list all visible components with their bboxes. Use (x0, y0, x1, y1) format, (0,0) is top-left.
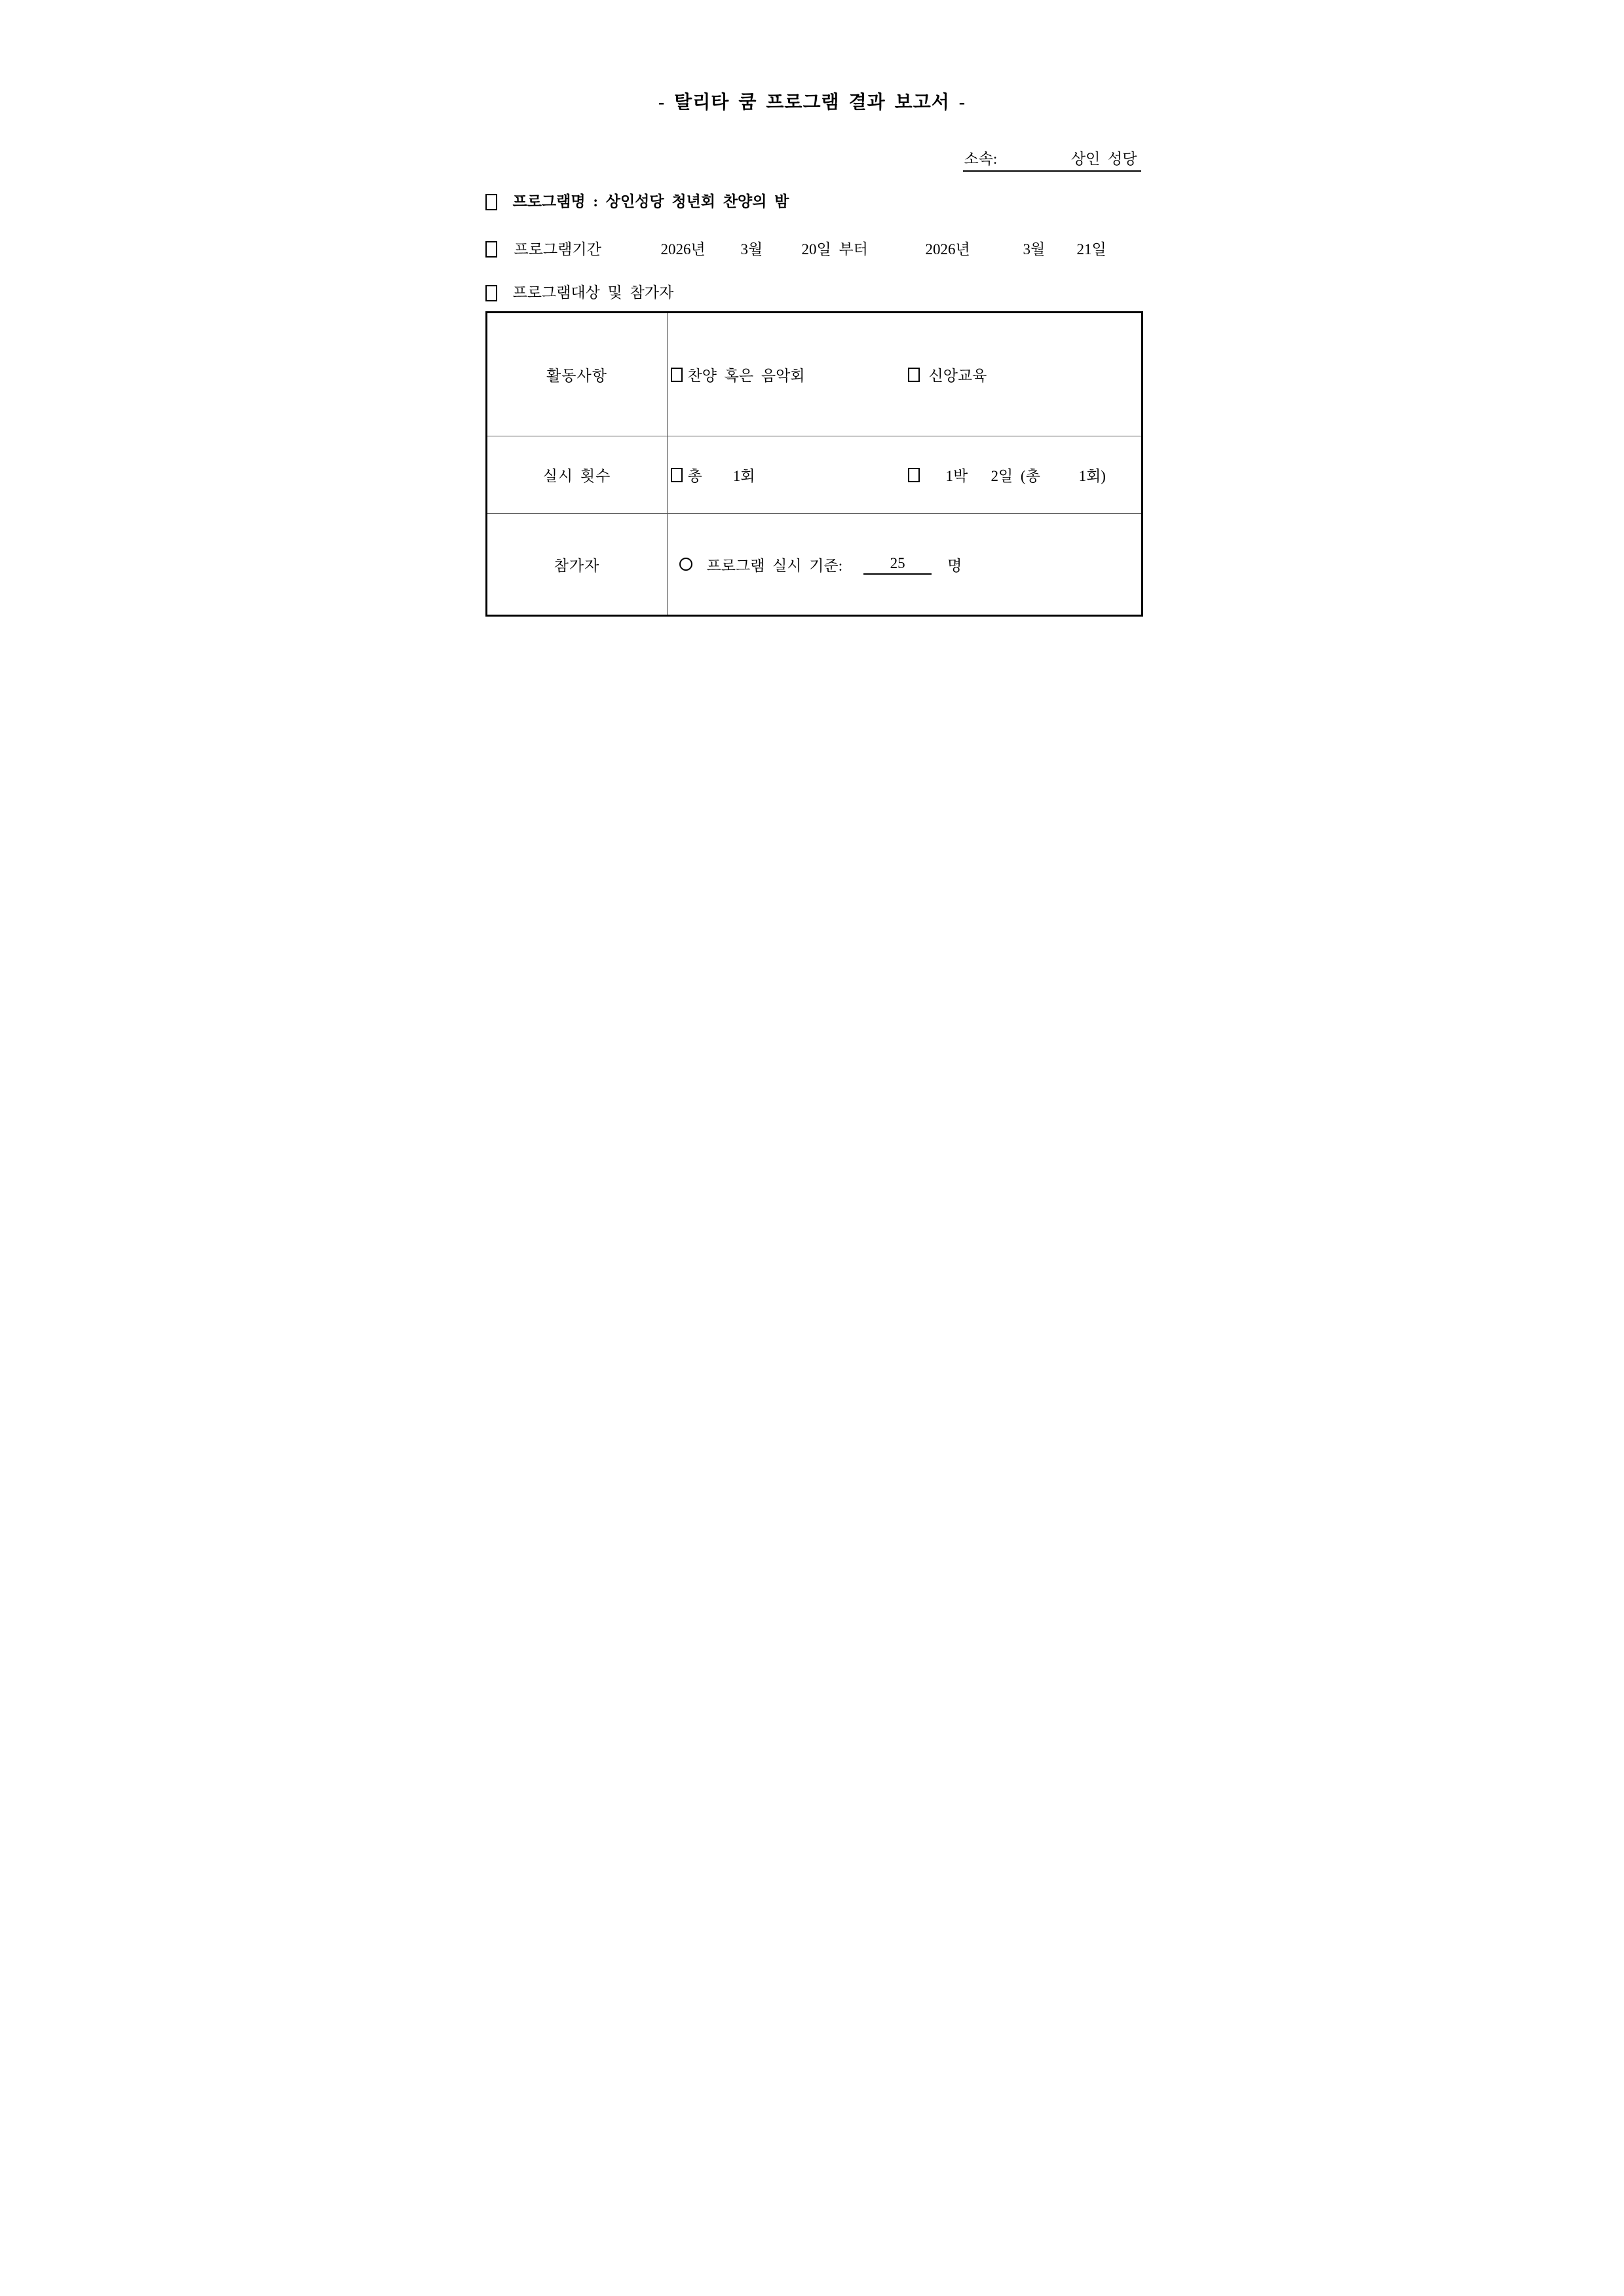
period-end-year: 2026년 (925, 241, 970, 258)
option-faith-education (908, 364, 987, 385)
period-start-month: 3월 (740, 241, 763, 258)
affiliation-value: 상인 성당 (1070, 151, 1137, 167)
participant-count-field (863, 554, 932, 575)
program-period-label: 프로그램기간 (514, 241, 601, 258)
program-period-line (406, 239, 1218, 260)
checkbox-icon (908, 368, 920, 382)
checkbox-icon (485, 285, 497, 301)
affiliation-label: 소속: (964, 151, 998, 167)
document-page (406, 0, 1218, 1148)
option-label: 신앙교육 (928, 368, 987, 384)
option-praise-or-concert (671, 364, 908, 385)
period-start-day: 20일 부터 (801, 241, 868, 258)
checkbox-icon (908, 468, 920, 482)
row-header-activities: 활동사항 (487, 313, 668, 436)
checkbox-icon (671, 468, 683, 482)
participant-count-value: 25 (890, 555, 905, 571)
option-label: 총 1회 (687, 468, 755, 484)
period-start-year: 2026년 (660, 241, 706, 258)
period-end-day: 21일 (1076, 241, 1106, 258)
section-heading-line (485, 283, 674, 303)
option-total-sessions (671, 464, 908, 486)
program-name-line (485, 192, 789, 212)
option-overnight-sessions (908, 464, 1106, 486)
participants-cell (668, 514, 1141, 615)
section-heading-text: 프로그램대상 및 참가자 (512, 284, 674, 301)
activities-cell (668, 313, 1141, 436)
program-name-text: 프로그램명 : 상인성당 청년회 찬양의 밤 (512, 193, 789, 210)
row-header-sessions: 실시 횟수 (487, 436, 668, 514)
option-label: 찬양 혹은 음악회 (687, 368, 805, 384)
checkbox-icon (671, 368, 683, 382)
row-header-participants: 참가자 (487, 514, 668, 615)
circle-bullet-icon (679, 558, 692, 571)
period-end-month: 3월 (1023, 241, 1046, 258)
affiliation-line (963, 149, 1141, 172)
checkbox-icon (485, 241, 497, 258)
option-label: 1박 2일 (총 1회) (945, 468, 1106, 484)
checkbox-icon (485, 194, 497, 210)
sessions-cell (668, 436, 1141, 514)
participants-label: 프로그램 실시 기준: (706, 557, 843, 574)
participant-count-unit: 명 (947, 557, 962, 574)
participants-table (485, 311, 1143, 617)
page-title: - 탈리타 쿰 프로그램 결과 보고서 - (658, 92, 966, 113)
